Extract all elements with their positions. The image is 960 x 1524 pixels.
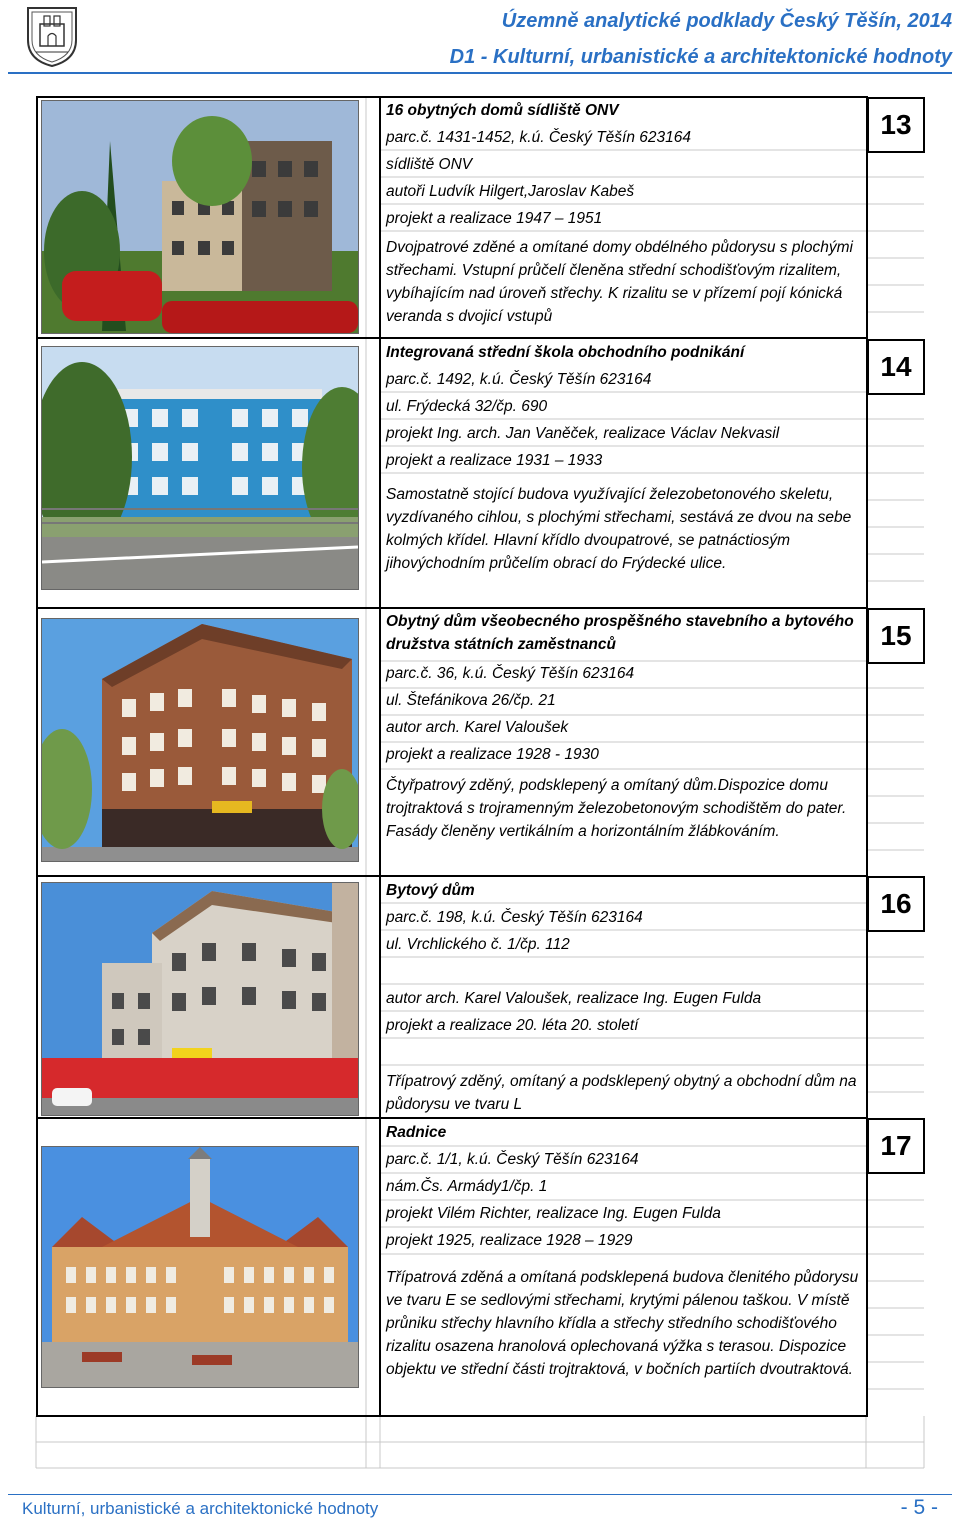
- photo-corner-residential-building: [41, 618, 359, 862]
- entry-address: ul. Štefánikova 26/čp. 21: [386, 692, 556, 709]
- entry-description: Čtyřpatrový zděný, podsklepený a omítaný dům.Dispozice domu trojtraktová s trojramenným železobetonovým schodištěm do pater. Fasády členěny vertikálním a horizontálním žlábkováním.: [386, 777, 847, 840]
- entry-dates: projekt a realizace 1928 - 1930: [386, 746, 599, 763]
- entry-16: [386, 877, 864, 1116]
- entry-authors: projekt Vilém Richter, realizace Ing. Eugen Fulda: [386, 1205, 721, 1222]
- entry-address: nám.Čs. Armády1/čp. 1: [386, 1178, 548, 1195]
- entry-description: Třípatrová zděná a omítaná podsklepená budova členitého půdorysu ve tvaru E se sedlovými střechami, krytými pálenou taškou. V místě průniku střechy hlavního křídla a střechy středního schodišťového rizalitu osazena hranolová oplechovaná výžka s terasou. Dispozice objektu ve střední části trojtraktová, v bočních partiích dvoutraktová.: [386, 1269, 859, 1378]
- entry-location: sídliště ONV: [386, 156, 473, 173]
- entry-title: Radnice: [386, 1124, 447, 1141]
- entry-title: Bytový dům: [386, 882, 475, 899]
- entry-parcel: parc.č. 1/1, k.ú. Český Těšín 623164: [386, 1151, 639, 1168]
- entry-authors: projekt Ing. arch. Jan Vaněček, realizace Václav Nekvasil: [386, 425, 780, 442]
- footer-section-name: Kulturní, urbanistické a architektonické hodnoty: [22, 1499, 379, 1518]
- footer-divider: [8, 1494, 952, 1495]
- entry-dates: projekt a realizace 1931 – 1933: [386, 452, 603, 469]
- entry-title: 16 obytných domů sídliště ONV: [386, 102, 619, 119]
- entry-13: [386, 97, 864, 328]
- photo-housing-estate: [41, 100, 359, 334]
- entry-number-badge: 17: [867, 1118, 925, 1174]
- page-number: - 5 -: [900, 1496, 938, 1519]
- entry-14: [386, 339, 864, 575]
- header-divider: [8, 72, 952, 74]
- entry-15: [386, 610, 864, 843]
- entry-title: Obytný dům všeobecného prospěšného stavebního a bytového družstva státních zaměstnanců: [386, 613, 854, 653]
- section-title: D1 - Kulturní, urbanistické a architektonické hodnoty: [449, 46, 952, 68]
- entry-description: Dvojpatrové zděné a omítané domy obdélného půdorysu s plochými střechami. Vstupní průčelí členěna střední schodišťovým rizalitem, vybíhajícím nad úroveň střechy. K rizalitu se v přízemí pojí kónická veranda s dvojicí vstupů: [386, 239, 853, 325]
- entry-number-badge: 15: [867, 608, 925, 664]
- entry-number-badge: 13: [867, 97, 925, 153]
- entry-parcel: parc.č. 1431-1452, k.ú. Český Těšín 623164: [386, 129, 692, 146]
- entry-number-badge: 14: [867, 339, 925, 395]
- entry-parcel: parc.č. 198, k.ú. Český Těšín 623164: [386, 909, 643, 926]
- entry-dates: projekt a realizace 20. léta 20. století: [386, 1017, 639, 1034]
- entry-description: Třípatrový zděný, omítaný a podsklepený obytný a obchodní dům na půdorysu ve tvaru L: [386, 1073, 857, 1113]
- document-title: Územně analytické podklady Český Těšín, 2014: [501, 10, 952, 32]
- entry-number-badge: 16: [867, 876, 925, 932]
- entry-authors: autor arch. Karel Valoušek, realizace Ing. Eugen Fulda: [386, 990, 762, 1007]
- entry-description: Samostatně stojící budova využívající železobetonového skeletu, vyzdívaného cihlou, s plochými střechami, sestává ze dvou na sebe kolmých křídel. Hlavní křídlo dvoupatrové, se patnáctiosým jihovýchodním průčelím obrací do Frýdecké ulice.: [386, 486, 852, 572]
- entry-authors: autoři Ludvík Hilgert,Jaroslav Kabeš: [386, 183, 635, 200]
- entry-dates: projekt 1925, realizace 1928 – 1929: [386, 1232, 633, 1249]
- photo-corner-building-with-shops: [41, 882, 359, 1116]
- entry-address: ul. Frýdecká 32/čp. 690: [386, 398, 548, 415]
- entry-address: ul. Vrchlického č. 1/čp. 112: [386, 936, 570, 953]
- city-coat-of-arms-icon: [22, 4, 82, 68]
- photo-town-hall: [41, 1146, 359, 1388]
- entry-parcel: parc.č. 36, k.ú. Český Těšín 623164: [386, 665, 635, 682]
- entry-dates: projekt a realizace 1947 – 1951: [386, 210, 603, 227]
- entry-parcel: parc.č. 1492, k.ú. Český Těšín 623164: [386, 371, 652, 388]
- entry-title: Integrovaná střední škola obchodního podnikání: [386, 344, 745, 361]
- entry-authors: autor arch. Karel Valoušek: [386, 719, 569, 736]
- entry-17: [386, 1119, 864, 1381]
- photo-school-building: [41, 346, 359, 590]
